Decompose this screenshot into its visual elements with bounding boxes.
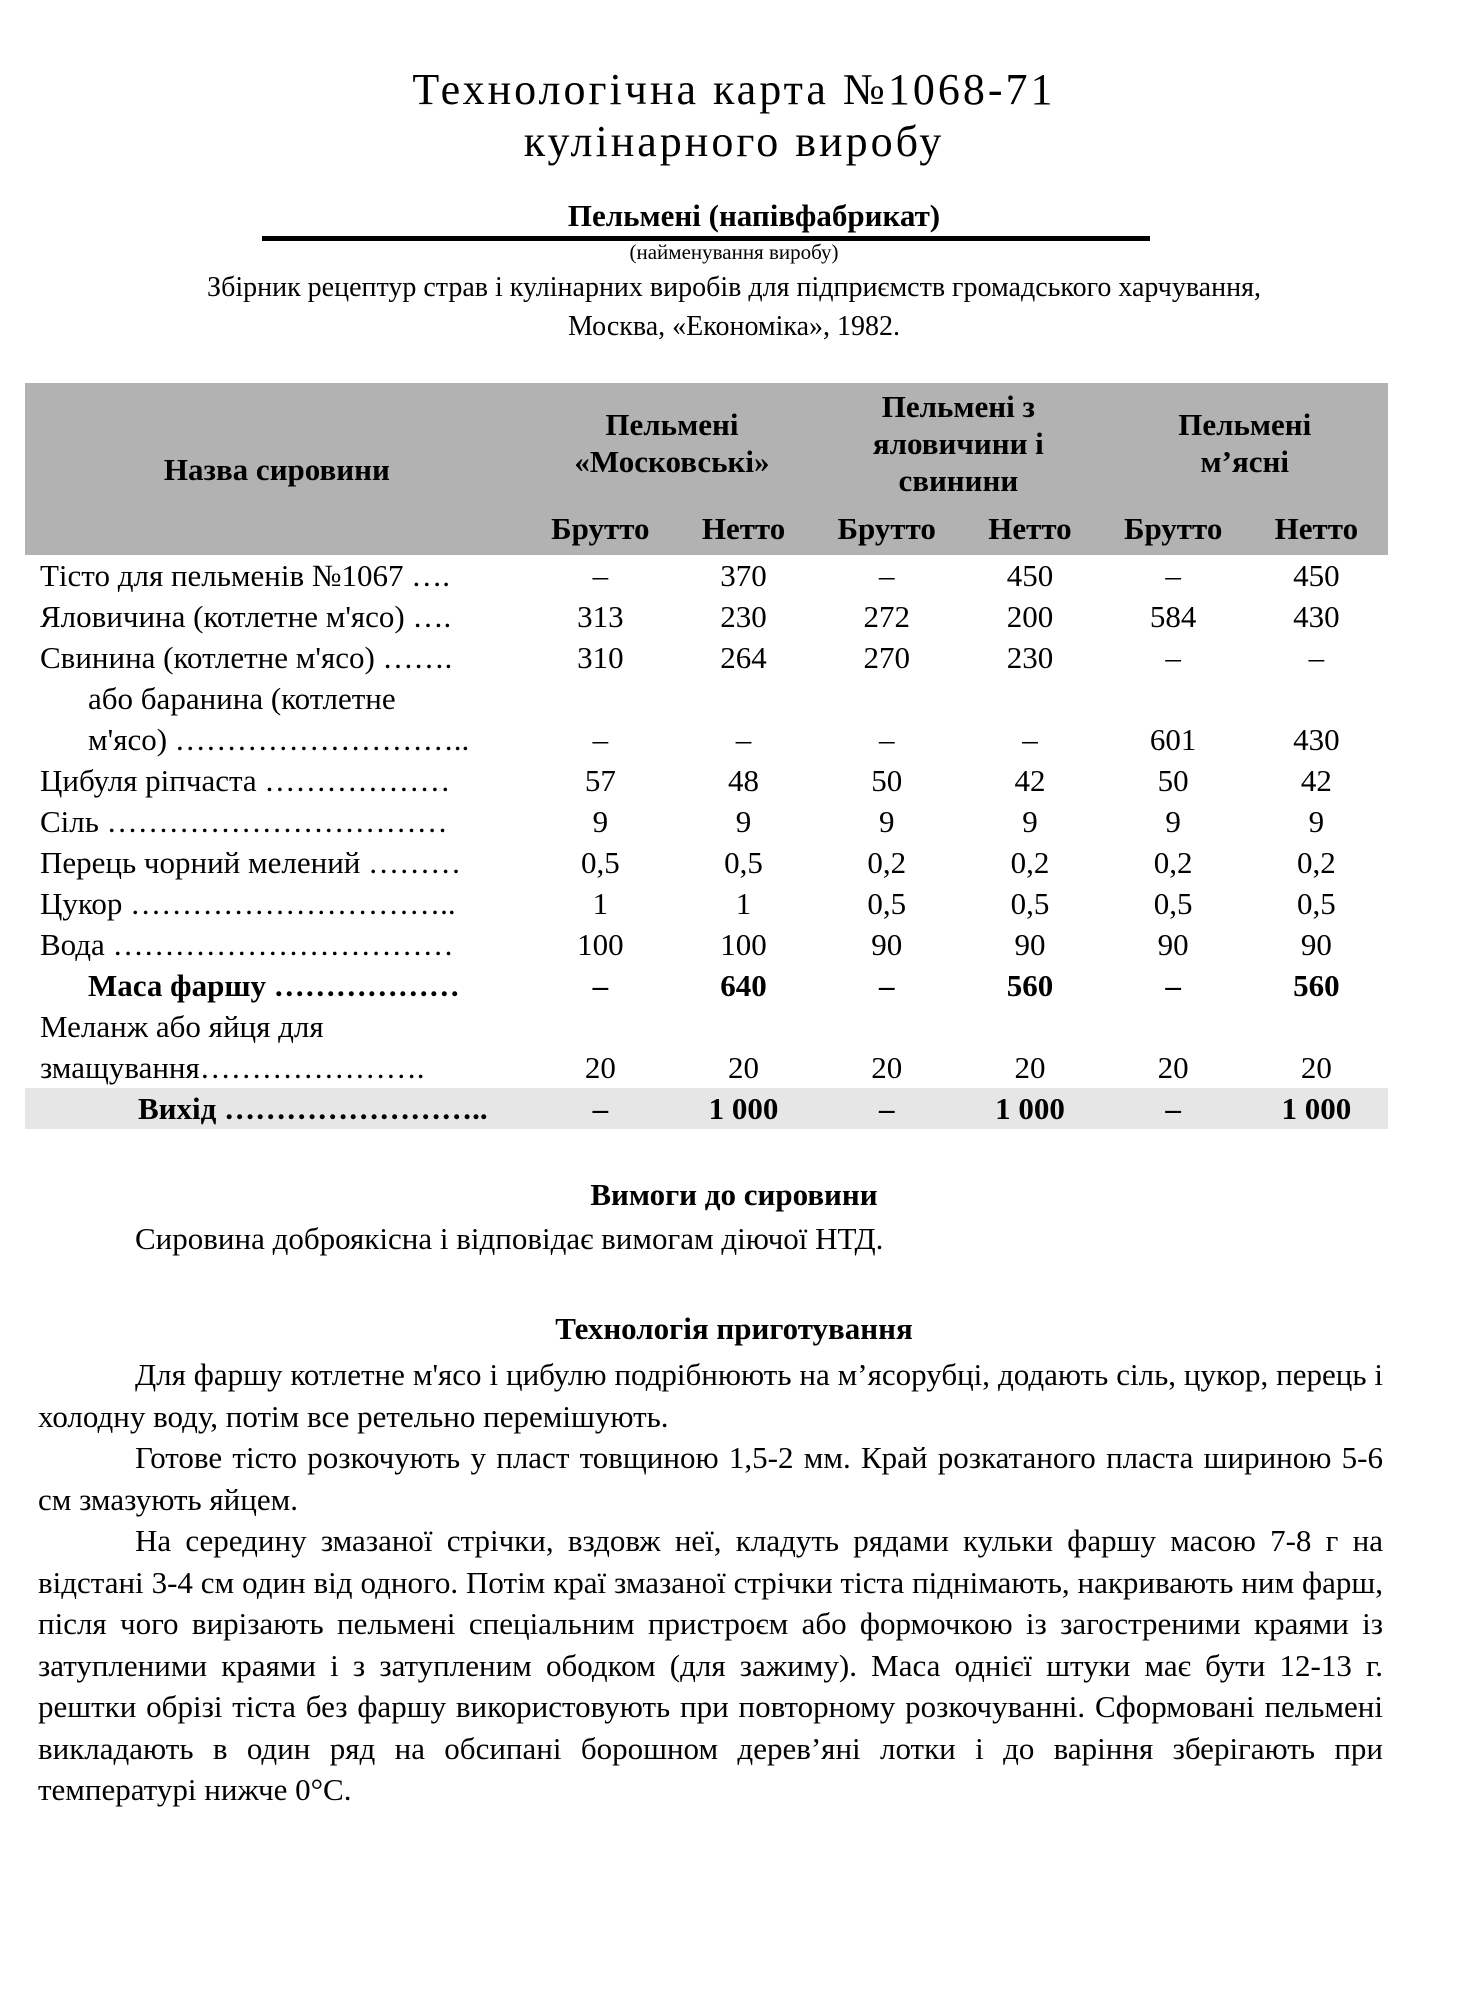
paragraph-text: Готове тісто розкочують у пласт товщиною 1,5-2 мм. Край розкатаного пласта шириною 5-6 см змазують яйцем. bbox=[38, 1440, 1383, 1517]
table-row bbox=[25, 801, 1388, 842]
gross-value: 9 bbox=[1165, 804, 1181, 839]
net-value: 100 bbox=[720, 927, 767, 962]
net-value: 42 bbox=[1014, 763, 1046, 798]
gross-value: 272 bbox=[863, 599, 910, 634]
net-value: 560 bbox=[1293, 968, 1340, 1003]
net-value: 450 bbox=[1006, 558, 1054, 593]
paragraph-text: На середину змазаної стрічки, вздовж неї, кладуть рядами кульки фаршу масою 7-8 г на відстані 3-4 см один від одного. Потім краї змазаної стрічки тіста піднімають, накривають ним фарш, після чого вирізають пельмені спеціальним пристроєм або формочкою із загостреними краями із затупленими краями і з затупленим ободком (для зажиму). Маса однієї штуки має бути 12-13 г. рештки обрізі тіста без фаршу використовують при повторному розкочуванні. Сформовані пельмені викладають в один ряд на обсипані борошном дерев’яні лотки і до варіння зберігають при температурі нижче 0°С. bbox=[38, 1523, 1383, 1807]
net-value: 1 000 bbox=[672, 1088, 815, 1129]
header-group-line: Пельмені з bbox=[881, 388, 1035, 424]
header-ingredient-name: Назва сировини bbox=[163, 451, 390, 487]
ingredient-name: Свинина (котлетне м'ясо) ……. bbox=[40, 640, 453, 675]
ingredient-name: Вода …………………………… bbox=[40, 927, 454, 962]
gross-value: – bbox=[1102, 1088, 1245, 1129]
header-group-line: «Московські» bbox=[574, 444, 770, 479]
net-value: 1 000 bbox=[958, 1088, 1101, 1129]
table-row bbox=[25, 760, 1388, 801]
gross-value: – bbox=[592, 722, 609, 757]
net-value: 640 bbox=[720, 968, 767, 1003]
net-value: – bbox=[1022, 722, 1038, 757]
gross-value: 20 bbox=[584, 1050, 616, 1085]
gross-value: 50 bbox=[1157, 763, 1189, 798]
net-value: 264 bbox=[720, 640, 767, 675]
gross-value: – bbox=[592, 968, 609, 1003]
ingredient-name-line: Меланж або яйця для bbox=[40, 1009, 324, 1044]
gross-value: – bbox=[1165, 640, 1181, 675]
ingredient-name-line: змащування…………………. bbox=[40, 1050, 425, 1085]
ingredient-name: Перець чорний мелений ……… bbox=[40, 845, 462, 880]
net-value: 9 bbox=[1022, 804, 1038, 839]
table-row bbox=[25, 883, 1388, 924]
gross-value: 0,2 bbox=[1153, 845, 1193, 880]
document-subtitle: кулінарного виробу bbox=[523, 117, 945, 166]
technology-paragraph bbox=[38, 1437, 1383, 1520]
header-group-line: Пельмені bbox=[605, 407, 739, 442]
net-value: 370 bbox=[720, 558, 767, 593]
net-value: 430 bbox=[1293, 722, 1340, 757]
net-value: 9 bbox=[735, 804, 752, 839]
net-value: 230 bbox=[720, 599, 767, 634]
gross-value: – bbox=[1165, 558, 1181, 593]
gross-value: – bbox=[529, 1088, 672, 1129]
gross-value: – bbox=[878, 968, 895, 1003]
source-line-2: Москва, «Економіка», 1982. bbox=[567, 311, 901, 342]
gross-value: 90 bbox=[871, 927, 903, 962]
net-value: 230 bbox=[1006, 640, 1054, 675]
gross-value: 0,5 bbox=[1153, 886, 1193, 921]
gross-value: 0,2 bbox=[867, 845, 907, 880]
gross-value: – bbox=[878, 722, 895, 757]
ingredient-name: Сіль …………………………… bbox=[40, 804, 448, 839]
net-value: 200 bbox=[1006, 599, 1054, 634]
net-value: 48 bbox=[728, 763, 760, 798]
net-value: 1 bbox=[735, 886, 752, 921]
ingredient-name bbox=[25, 1006, 529, 1088]
product-name-line bbox=[262, 196, 1150, 241]
gross-value: 0,5 bbox=[867, 886, 907, 921]
net-value: 20 bbox=[728, 1050, 760, 1085]
table-row bbox=[25, 842, 1388, 883]
header-group-line: Пельмені bbox=[1178, 407, 1312, 442]
net-value: 20 bbox=[1300, 1050, 1332, 1085]
gross-value: 9 bbox=[592, 804, 609, 839]
requirements-text: Сировина доброякісна і відповідає вимогам діючої НТД. bbox=[135, 1221, 884, 1256]
table-row bbox=[25, 965, 1388, 1006]
ingredient-name: Тісто для пельменів №1067 …. bbox=[40, 558, 450, 593]
gross-value: 90 bbox=[1157, 927, 1189, 962]
ingredient-name-line: м'ясо) ……………………….. bbox=[88, 722, 470, 757]
gross-value: 0,5 bbox=[580, 845, 620, 880]
ingredients-table bbox=[25, 383, 1388, 1129]
gross-value: 50 bbox=[871, 763, 903, 798]
ingredient-name bbox=[25, 678, 529, 760]
table-row bbox=[25, 1006, 1388, 1088]
technology-paragraph bbox=[38, 1354, 1383, 1437]
net-value: 42 bbox=[1300, 763, 1332, 798]
product-caption: (найменування виробу) bbox=[629, 240, 839, 264]
document-title: Технологічна карта №1068-71 bbox=[412, 65, 1056, 114]
ingredient-name: Цукор ………………………….. bbox=[40, 886, 456, 921]
ingredient-name: Цибуля ріпчаста ……………… bbox=[40, 763, 451, 798]
ingredient-name: Маса фаршу ……………… bbox=[88, 968, 460, 1003]
source-line-1: Збірник рецептур страв і кулінарних виробів для підприємств громадського харчування, bbox=[207, 272, 1261, 303]
requirements-title: Вимоги до сировини bbox=[590, 1177, 878, 1212]
net-value: 1 000 bbox=[1245, 1088, 1388, 1129]
gross-value: 20 bbox=[871, 1050, 903, 1085]
technology-title: Технологія приготування bbox=[555, 1311, 913, 1346]
header-net: Нетто bbox=[988, 511, 1072, 546]
net-value: 0,5 bbox=[1297, 886, 1336, 921]
paragraph-text: Для фаршу котлетне м'ясо і цибулю подрібнюють на м’ясорубці, додають сіль, цукор, перець і холодну воду, потім все ретельно перемішують. bbox=[38, 1357, 1383, 1434]
header-group-moscow bbox=[529, 383, 815, 503]
net-value: 90 bbox=[1300, 927, 1332, 962]
gross-value: 1 bbox=[592, 886, 609, 921]
header-group-meat bbox=[1102, 383, 1388, 503]
gross-value: 20 bbox=[1157, 1050, 1189, 1085]
header-group-line: яловичини і bbox=[872, 425, 1044, 461]
gross-value: – bbox=[815, 1088, 958, 1129]
net-value: 560 bbox=[1006, 968, 1054, 1003]
gross-value: 310 bbox=[577, 640, 624, 675]
table-row bbox=[25, 924, 1388, 965]
header-net: Нетто bbox=[701, 511, 786, 546]
table-row bbox=[25, 637, 1388, 678]
net-value: 90 bbox=[1014, 927, 1046, 962]
net-value: 0,2 bbox=[1297, 845, 1336, 880]
gross-value: 584 bbox=[1149, 599, 1197, 634]
gross-value: – bbox=[1165, 968, 1181, 1003]
table-header-row bbox=[25, 383, 1388, 503]
gross-value: 313 bbox=[577, 599, 624, 634]
net-value: – bbox=[735, 722, 752, 757]
header-group-beef-pork bbox=[815, 383, 1101, 503]
net-value: 450 bbox=[1293, 558, 1340, 593]
header-group-line: свинини bbox=[898, 462, 1019, 498]
header-group-line: м’ясні bbox=[1200, 444, 1289, 479]
net-value: 430 bbox=[1293, 599, 1340, 634]
ingredient-name: Вихід …………………….. bbox=[25, 1088, 529, 1129]
gross-value: 57 bbox=[584, 763, 616, 798]
net-value: 0,5 bbox=[1010, 886, 1050, 921]
header-gross: Брутто bbox=[1123, 511, 1223, 546]
gross-value: – bbox=[878, 558, 895, 593]
net-value: 0,2 bbox=[1010, 845, 1050, 880]
ingredient-name-line: або баранина (котлетне bbox=[88, 681, 396, 716]
table-row bbox=[25, 555, 1388, 596]
net-value: – bbox=[1308, 640, 1325, 675]
net-value: 20 bbox=[1014, 1050, 1046, 1085]
header-gross: Брутто bbox=[837, 511, 936, 546]
header-gross: Брутто bbox=[551, 511, 650, 546]
ingredient-name: Яловичина (котлетне м'ясо) …. bbox=[40, 599, 452, 634]
header-net: Нетто bbox=[1274, 511, 1359, 546]
gross-value: 9 bbox=[878, 804, 895, 839]
product-name: Пельмені (напівфабрикат) bbox=[567, 198, 941, 233]
table-row bbox=[25, 1088, 1388, 1129]
technology-paragraph bbox=[38, 1520, 1383, 1811]
gross-value: 601 bbox=[1149, 722, 1197, 757]
net-value: 0,5 bbox=[724, 845, 763, 880]
table-row bbox=[25, 678, 1388, 760]
gross-value: 270 bbox=[863, 640, 910, 675]
gross-value: – bbox=[592, 558, 609, 593]
net-value: 9 bbox=[1308, 804, 1325, 839]
table-row bbox=[25, 596, 1388, 637]
gross-value: 100 bbox=[577, 927, 624, 962]
